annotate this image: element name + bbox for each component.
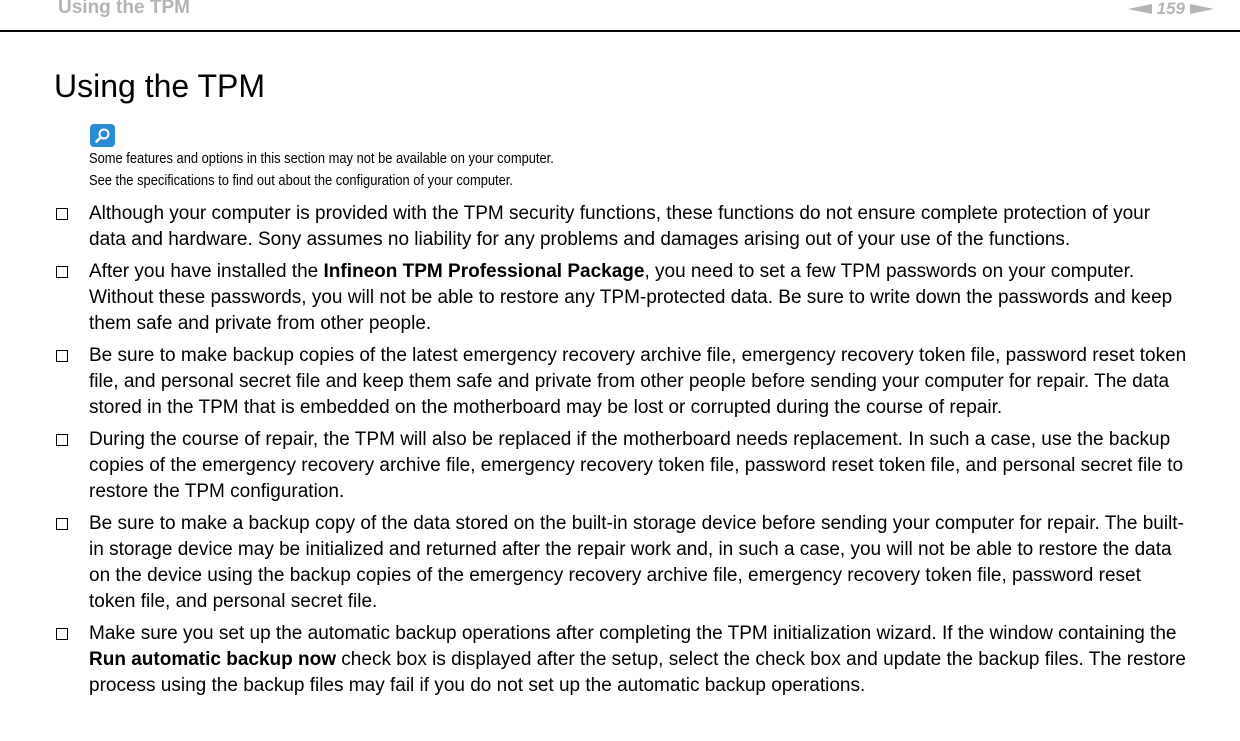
list-item-text-after: check box is displayed after the setup, select the check box and update the backup files. The restore process using the backup files may fail if you do not set up the automatic backup operations. xyxy=(89,649,1186,696)
magnifier-note-icon xyxy=(90,124,115,147)
list-item xyxy=(0,427,1189,505)
checkbox-bullet-icon xyxy=(56,518,68,530)
checkbox-option-name: Run automatic backup now xyxy=(89,649,337,670)
section-title: Using the TPM xyxy=(58,0,190,18)
page-number: 159 xyxy=(1156,0,1185,18)
checkbox-bullet-icon xyxy=(56,266,68,278)
list-item-text: Be sure to make backup copies of the latest emergency recovery archive file, emergency recovery token file, password reset token file, and personal secret file and keep them safe and private from other people before sending your computer for repair. The data stored in the TPM that is embedded on the motherboard may be lost or corrupted during the course of repair. xyxy=(89,345,1187,418)
bullet-list xyxy=(0,201,1240,705)
next-page-arrow-icon[interactable] xyxy=(1190,4,1214,14)
prev-page-arrow-icon[interactable] xyxy=(1128,4,1152,14)
list-item xyxy=(0,343,1189,421)
list-item-text-before: Make sure you set up the automatic backup operations after completing the TPM initialization wizard. If the window containing the xyxy=(89,623,1177,644)
list-item-text-after: , you need to set a few TPM passwords on your computer. Without these passwords, you will not be able to restore any TPM-protected data. Be sure to write down the passwords and keep them safe and private from other people. xyxy=(89,261,1173,334)
software-name: Infineon TPM Professional Package xyxy=(323,261,645,282)
list-item xyxy=(0,201,1189,253)
list-item xyxy=(0,259,1189,337)
checkbox-bullet-icon xyxy=(56,208,68,220)
page-title: Using the TPM xyxy=(54,68,266,104)
note-text xyxy=(89,148,712,192)
note-line: See the specifications to find out about the configuration of your computer. xyxy=(89,173,513,189)
list-item-text: Be sure to make a backup copy of the data stored on the built-in storage device before sending your computer for repair. The built-in storage device may be initialized and returned after the repair work and, in such a case, you will not be able to restore the data on the device using the backup copies of the emergency recovery archive file, emergency recovery token file, password reset token file, and personal secret file. xyxy=(89,513,1184,612)
checkbox-bullet-icon xyxy=(56,434,68,446)
list-item xyxy=(0,511,1189,615)
list-item-text-before: After you have installed the xyxy=(89,261,324,282)
checkbox-bullet-icon xyxy=(56,350,68,362)
list-item-text: Although your computer is provided with the TPM security functions, these functions do not ensure complete protection of your data and hardware. Sony assumes no liability for any problems and damages arising out of your use of the functions. xyxy=(89,203,1151,250)
page-navigation xyxy=(1128,0,1214,21)
checkbox-bullet-icon xyxy=(56,628,68,640)
list-item-text: During the course of repair, the TPM will also be replaced if the motherboard needs replacement. In such a case, use the backup copies of the emergency recovery archive file, emergency recovery token file, password reset token file, and personal secret file to restore the TPM configuration. xyxy=(89,429,1184,502)
list-item xyxy=(0,621,1189,699)
note-line: Some features and options in this section may not be available on your computer. xyxy=(89,151,554,167)
header-divider xyxy=(0,30,1240,32)
